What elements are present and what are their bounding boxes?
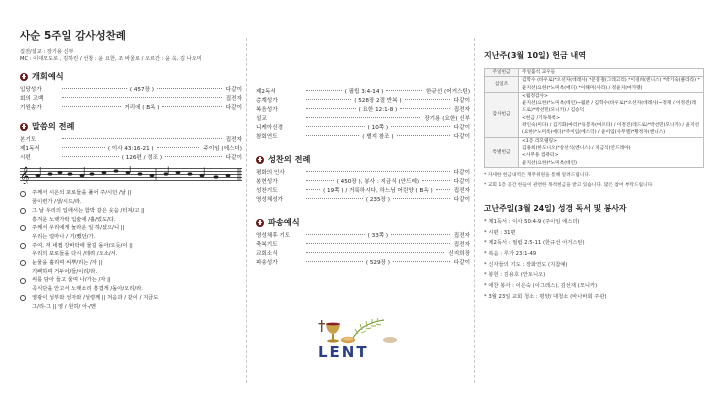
order-row	[256, 106, 470, 115]
row-label: 축복기도	[256, 242, 278, 248]
order-row	[256, 178, 470, 187]
list-item: * 봉헌 : 김용호 (안토니오)	[484, 272, 546, 279]
row-label: 영성체성가	[256, 197, 284, 203]
row-label: 기원송가	[20, 105, 42, 112]
column-left	[20, 28, 242, 311]
row-detail: ( 19쪽 ) / 거룩하시다, 하느님 어린양 ( B옥 )	[323, 188, 433, 194]
cross-icon	[256, 219, 264, 227]
row-detail: ( 529장 )	[365, 260, 390, 266]
chalice-bread-icon	[318, 318, 398, 346]
table-cell-names: <1층 리모델링> 김용희(한도니오)*송선식(엔니스) / 지금식(안드레아) <사무용 컴퓨터> 윤지선(요한)*노미옥(데린)	[519, 137, 704, 167]
page-title: 사순 5주일 감사성찬례	[20, 30, 126, 42]
verse-bullet-icon	[20, 278, 26, 284]
table-row	[485, 92, 704, 137]
row-role: 다같이	[225, 155, 242, 162]
row-role: 주이임 (에스더)	[203, 146, 242, 153]
row-label: 회의 고백	[20, 96, 44, 103]
row-detail: ( 450장 ), 봉사 : 지금식 (안드레)	[336, 179, 420, 185]
verse-bullet-icon	[20, 243, 26, 249]
verse-line: 꿈이련가 /생/시드/라.	[32, 199, 82, 206]
row-label: 성찬기도	[256, 188, 278, 194]
table-row	[485, 77, 704, 93]
row-role: 집전자	[453, 242, 470, 248]
table-cell-names: <월정감사> 윤지선(요한)*노미옥(데린)~월분 / 김학수(바우로)*오선자(데레사)~정재 / 이정진(레드로)*박선민(모니카) / 김승덕 <헌금 /기독목록> 곽인숙(미다) / 김기화(마리)*유봉자(마르타) / 이정진(레드로)*박선민(모니카) / 윤지선(요한)*노미옥(에디)*주이임(에스더) / 윤이임(사무엘)*황정자(엔니스)	[519, 92, 704, 137]
section-eucharist	[256, 154, 470, 165]
row-label: 복음성가	[256, 107, 278, 113]
order-row	[256, 88, 470, 97]
list-item	[20, 224, 242, 241]
section-word	[20, 121, 242, 132]
table-cell-names: 김학수 (바우로)*오선자(데레사) *문흥철(그레고리) *이경희(엔니스) *박기숙(클라라) * 윤지선(요한)*노미옥(에디) *이해미(사라) / 정윤지(마가렛)	[519, 77, 704, 93]
section-title: 성찬의 전례	[268, 154, 311, 164]
row-detail: 거리에 ( B옥 )	[124, 105, 160, 112]
row-role: 다같이	[453, 125, 471, 131]
row-role: 다같이	[453, 197, 471, 203]
verse-line: 씨를 담아 들고 울며 나/가는 /자 ||	[32, 277, 111, 284]
list-item: * 3월 23일 교회 청소 : 평양/ 대청소 (바나바회 주관)	[484, 293, 607, 300]
row-detail: ( 필립 3:4-14 )	[344, 89, 384, 95]
celebrant-line: 집전/설교 : 장기용 신부	[20, 49, 74, 55]
row-detail: ( 10쪽 )	[367, 125, 389, 131]
row-role: 다같이	[225, 105, 242, 112]
row-role: 다같이	[453, 179, 470, 185]
row-detail: ( 별지 참조 )	[362, 134, 394, 140]
row-label: 제1독서	[20, 146, 40, 153]
verse-line: 주께서 우리에게 놀라운 일 하/셨으/니 ||	[32, 225, 125, 232]
row-label: 봉헌성가	[256, 179, 278, 185]
verse-bullet-icon	[20, 295, 26, 301]
note-line: * 교회 1층 공간 한들이 관련한 목적헌금을 받고 있습니다. 많은 참여 부탁드립니다.	[484, 182, 654, 188]
table-row	[485, 69, 704, 77]
list-item: * 제1독서 : 이사 50:4-9 (주이임 에스더)	[484, 218, 580, 225]
verse-line: 그/리-그 || 영 / 원히/ 아-/멘	[32, 303, 96, 310]
list-item: * 제2독서 : 필립 2:5-11 (한규선 어거스틴)	[484, 240, 585, 247]
verse-line: 눈물을 흘리며 씨뿌/리는 /자 ||	[32, 260, 103, 267]
table-cell-category: 특별헌금	[485, 137, 519, 167]
order-row	[20, 104, 242, 113]
order-row	[256, 115, 470, 124]
row-role: 다같이	[453, 134, 471, 140]
row-detail: ( 235장 )	[365, 197, 390, 203]
order-row	[256, 97, 470, 106]
order-row	[256, 133, 470, 142]
row-label: 본기도	[20, 137, 37, 144]
cross-icon	[20, 123, 28, 131]
verse-line: 주여, 저 네겝 강바닥에 물길 돌아/오듯/이 ||	[32, 242, 133, 249]
offering-table	[484, 68, 704, 168]
verse-line: 우리는 얼마나 / 기/뻤던/가.	[32, 233, 96, 240]
row-detail: ( 33쪽 )	[367, 233, 389, 239]
order-row	[256, 187, 470, 196]
row-role: 집전자	[225, 137, 242, 144]
row-label: 파송성가	[256, 260, 278, 266]
row-label: 평화의 인사	[256, 170, 285, 176]
row-role: 신지희장	[448, 251, 470, 257]
row-label: 교회소식	[256, 251, 278, 257]
row-role: 다같이	[453, 170, 470, 176]
list-item: * 시편 : 31편	[484, 229, 516, 236]
verse-line: 흥겨운 노랫가락 입술에 /흘/렀도/다.	[32, 216, 116, 223]
list-item: * 복음 : 루가 23:1-49	[484, 250, 537, 257]
order-row	[20, 154, 242, 163]
lent-illustration	[318, 318, 398, 363]
row-label: 참회연도	[256, 134, 278, 140]
list-item: * 애찬 봉사 : 이은숙 (이그레스), 김선재 (모니카)	[484, 283, 598, 290]
readings-title: 고난주일(3월 24일) 성경 독서 및 봉사자	[484, 203, 627, 213]
order-row	[20, 95, 242, 104]
readings-list	[484, 217, 704, 303]
list-item: * 신자들의 기도 : 장화연도 (지참예)	[484, 261, 568, 268]
lent-logo-text: LENT	[318, 343, 369, 361]
offering-title: 지난주(3월 10일) 헌금 내역	[484, 51, 586, 60]
order-row	[256, 241, 470, 250]
row-role: 집전자	[225, 96, 242, 103]
verse-line: 기뻐하며 거두어/들/이리/라.	[32, 268, 98, 275]
list-item	[20, 294, 242, 311]
order-row	[20, 145, 242, 154]
section-title: 개회예식	[32, 71, 64, 82]
verse-line: 우리의 포로들을 다시 /데려 /오소/서.	[32, 251, 118, 258]
order-row	[20, 136, 242, 145]
section-title: 파송예식	[268, 217, 300, 227]
verse-line: 주께서 시온의 포로들을 풀어 주/시던 /날 ||	[32, 190, 132, 197]
verse-line: 그 날 우리의 입에서는 함박 같은 웃음 /터져/고 ||	[32, 207, 145, 214]
row-role: 집전자	[453, 188, 471, 194]
row-role: 장기용 (요한) 신부	[424, 116, 470, 122]
table-cell-category: 감사헌금	[485, 92, 519, 137]
section-title: 말씀의 전례	[32, 121, 75, 132]
row-label: 층계성가	[256, 98, 278, 104]
list-item	[20, 189, 242, 206]
row-label: 설교	[256, 116, 267, 122]
order-row	[20, 86, 242, 95]
row-role: 다같이	[225, 87, 243, 94]
order-row	[256, 259, 470, 268]
row-role: 집전자	[453, 233, 471, 239]
list-item	[20, 276, 242, 293]
order-row	[256, 250, 470, 259]
psalm-verses	[20, 189, 242, 311]
order-row	[256, 196, 470, 205]
column-right	[484, 50, 704, 302]
row-label: 입당성가	[20, 87, 42, 94]
section-dismissal	[256, 217, 470, 228]
verse-line: 영광이 성부와 성자와 /성령께 || 처음과 / 같이 / 지금도	[32, 294, 159, 301]
ministers-line: MC : 이대모도로 , 김하린 / 선창 : 윤 요한, 조 바울로 / 오르간 : 윤 옥, 김 나오미	[20, 56, 202, 63]
column-divider	[474, 38, 475, 383]
row-role: 다같이	[453, 98, 471, 104]
list-item	[20, 207, 242, 224]
row-label: 영성체후 기도	[256, 233, 291, 239]
row-detail: ( 457장 )	[129, 87, 154, 94]
verse-bullet-icon	[20, 260, 26, 266]
verse-bullet-icon	[20, 191, 26, 197]
cross-icon	[256, 156, 264, 164]
table-cell-category: 십일조	[485, 77, 519, 93]
column-divider	[246, 38, 247, 383]
chant-notes-icon	[20, 166, 242, 184]
table-row	[485, 137, 704, 167]
row-role: 다같이	[453, 260, 471, 266]
list-item	[20, 242, 242, 259]
row-label: 제2독서	[256, 89, 276, 95]
row-role: 집전자	[453, 107, 470, 113]
table-cell-category: 주일헌금	[485, 69, 519, 77]
table-cell-names: 주일출석 교우들	[519, 69, 704, 77]
row-label: 시편	[20, 155, 31, 162]
verse-bullet-icon	[20, 208, 26, 214]
verse-bullet-icon	[20, 225, 26, 231]
order-row	[256, 169, 470, 178]
list-item	[20, 259, 242, 276]
row-detail: ( 528장 2절 반복 )	[354, 98, 402, 104]
column-middle	[256, 88, 470, 268]
verse-line: 곡식단을 안고서 노랫소리 흥겹게 /돌아/오리/라.	[32, 286, 143, 293]
cross-icon	[20, 73, 28, 81]
note-line: * 자세한 헌금내역은 재무위원을 통해 알려드립니다.	[484, 172, 591, 178]
row-detail: ( 이사 43:16-21 )	[107, 146, 154, 153]
order-row	[256, 232, 470, 241]
order-row	[256, 124, 470, 133]
offering-notes	[484, 171, 704, 191]
svg-text:𝄞: 𝄞	[20, 166, 30, 185]
row-label: 니케아신경	[256, 125, 284, 131]
row-detail: ( 요한 12:1-8 )	[358, 107, 398, 113]
row-detail: ( 126편 / 정조 )	[121, 155, 163, 162]
psalm-score	[20, 166, 242, 184]
section-opening	[20, 71, 242, 82]
row-role: 한규선 (어거스틴)	[426, 89, 470, 95]
